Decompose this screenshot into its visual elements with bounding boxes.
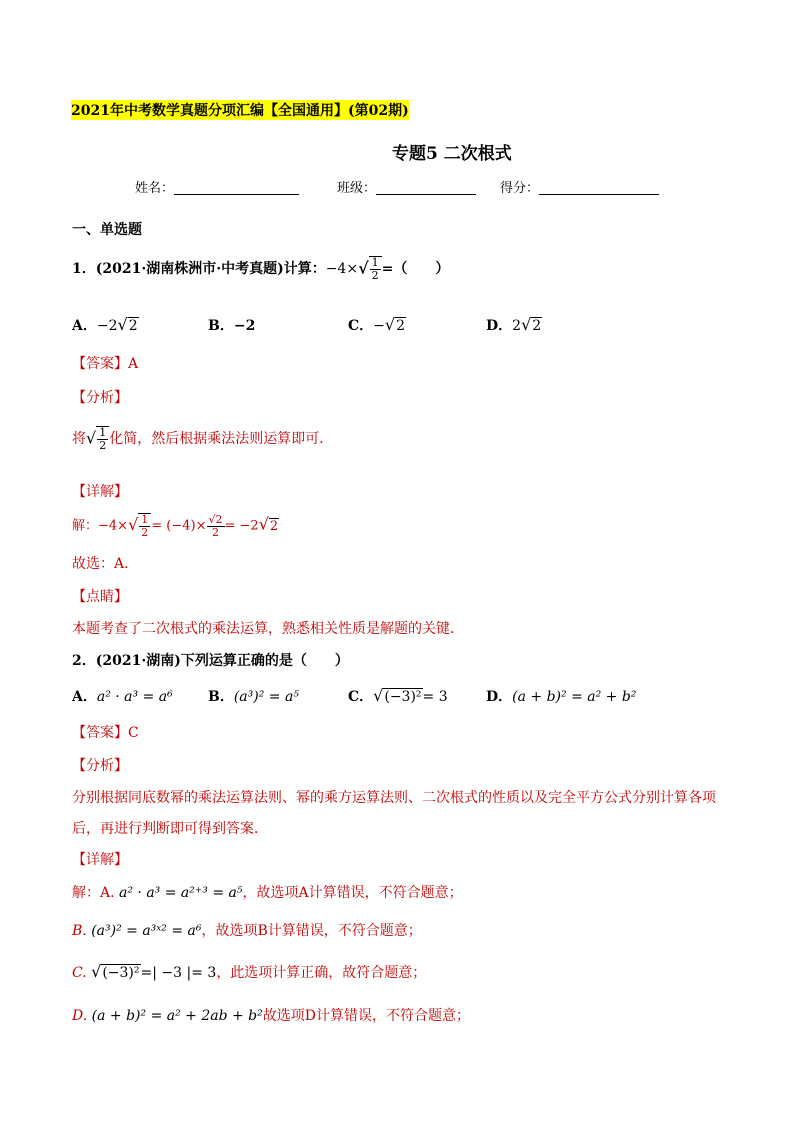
detail-text: = (−4)× [151,518,207,534]
detail-prefix: 解：A. [72,885,115,901]
q2-detail-c: C. √(−3)²=| −3 |= 3，此选项计算正确，故符合题意； [72,962,427,981]
q1-stem [72,256,449,282]
option-label: D． [486,318,513,334]
detail-expr: (a + b)² = a² + 2ab + b² [91,1008,263,1024]
answer-value: C [128,725,139,741]
option-label: A． [72,318,97,334]
class-blank[interactable] [376,182,476,195]
analysis-text: 将 [72,431,86,447]
section-heading: 一、单选题 [72,222,142,238]
option-label: B． [208,318,234,334]
detail-radicand: 2 [269,518,279,534]
q1-expr-b: =（ ） [381,261,450,277]
q1-prefix: 1．(2021·湖南株洲市·中考真题)计算： [72,261,326,277]
q1-option-c: C．−√2 [348,315,406,334]
q2-option-c: C．√(−3)²= 3 [348,686,448,705]
q1-analysis: 将√ $\frac{1}{2}$ 化简，然后根据乘法法则运算即可． [72,426,334,452]
q2-answer [72,722,139,742]
option-label: D． [486,689,513,705]
option-label: B． [208,689,234,705]
score-field [500,177,659,196]
frac-denominator: 2 [99,439,107,452]
q2-analysis-line1: 分别根据同底数幂的乘法运算法则、幂的乘方运算法则、二次根式的性质以及完全平方公式分别计算各项 [72,790,716,806]
q1-detail-tag: 【详解】 [72,484,128,500]
q2-option-a [72,686,173,706]
detail-prefix: C. [72,965,87,981]
score-blank[interactable] [539,182,659,195]
option-value: −2 [233,318,256,334]
q1-frac-n: 1 [371,256,379,269]
option-label: A． [72,689,97,705]
frac-numerator: 1 [141,513,149,526]
option-radicand: (−3)² [384,689,422,705]
q2-option-b [208,686,299,706]
answer-tag: 【答案】 [72,356,128,372]
detail-radicand: (−3)² [102,965,140,981]
q1-comment-tag: 【点睛】 [72,589,128,605]
frac-radicand: 2 [215,512,223,526]
option-value: a² · a³ = a⁶ [96,689,173,705]
frac-denominator: 2 [141,526,149,539]
q1-option-b [208,315,255,335]
q1-comment: 本题考查了二次根式的乘法运算，熟悉相关性质是解题的关键． [72,621,464,637]
option-value: = 3 [422,689,448,705]
analysis-text: 化简，然后根据乘法法则运算即可． [109,431,334,447]
detail-text: ，故选项A计算错误，不符合题意； [242,885,463,901]
detail-text: ，此选项计算正确，故符合题意； [216,965,427,981]
name-label: 姓名： [135,181,175,196]
option-label: C． [348,318,374,334]
score-label: 得分： [500,181,540,196]
option-radicand: 2 [128,318,138,334]
q1-detail: 解：−4×√ $\frac{1}{2}$ = (−4)× $\frac{√2}{2}$ = −2√2 [72,512,279,539]
frac-numerator: 1 [99,426,107,439]
q2-detail-d [72,1005,470,1025]
detail-prefix: D. [72,1008,88,1024]
detail-expr: =| −3 |= 3 [140,965,217,981]
detail-text: 解：−4× [72,518,129,534]
option-value: −2 [96,318,118,334]
q2-stem: 2．(2021·湖南)下列运算正确的是（ ） [72,653,349,669]
detail-expr: a² · a³ = a²⁺³ = a⁵ [119,885,243,901]
detail-expr: (a³)² = a³ˣ² = a⁶ [91,923,202,939]
answer-value: A [128,356,139,372]
option-value: 2 [512,318,522,334]
q2-analysis-line2: 后，再进行判断即可得到答案． [72,821,268,837]
option-radicand: 2 [396,318,406,334]
q1-sqrt: √ $\frac{1}{2}$ [358,256,382,282]
detail-prefix: B. [72,923,87,939]
q2-detail-b [72,920,422,940]
class-field [337,177,476,196]
detail-text: = −2 [224,518,259,534]
q1-frac-d: 2 [371,269,379,282]
q2-detail-a [72,882,463,902]
q2-detail-tag: 【详解】 [72,852,128,868]
q1-option-a: A．−2√2 [72,315,138,334]
series-banner: 2021年中考数学真题分项汇编【全国通用】(第02期) [71,100,409,120]
option-value: (a³)² = a⁵ [233,689,299,705]
option-value: (a + b)² = a² + b² [512,689,637,705]
q1-choice: 故选：A． [72,556,139,572]
q1-analysis-tag: 【分析】 [72,390,128,406]
page-title: 专题5 二次根式 [392,144,512,164]
detail-text: ，故选项B计算错误，不符合题意； [201,923,422,939]
q2-analysis-tag: 【分析】 [72,758,128,774]
q1-expr-a: −4× [325,261,359,277]
option-radicand: 2 [532,318,542,334]
q1-answer [72,353,138,373]
name-field [135,177,299,196]
option-label: C． [348,689,374,705]
q2-option-d [486,686,636,706]
name-blank[interactable] [174,182,299,195]
frac-denominator: 2 [212,525,219,539]
detail-text: 故选项D计算错误，不符合题意； [262,1008,470,1024]
class-label: 班级： [337,181,377,196]
q1-option-d: D．2√2 [486,315,542,334]
answer-tag: 【答案】 [72,725,128,741]
option-value: − [373,318,385,334]
